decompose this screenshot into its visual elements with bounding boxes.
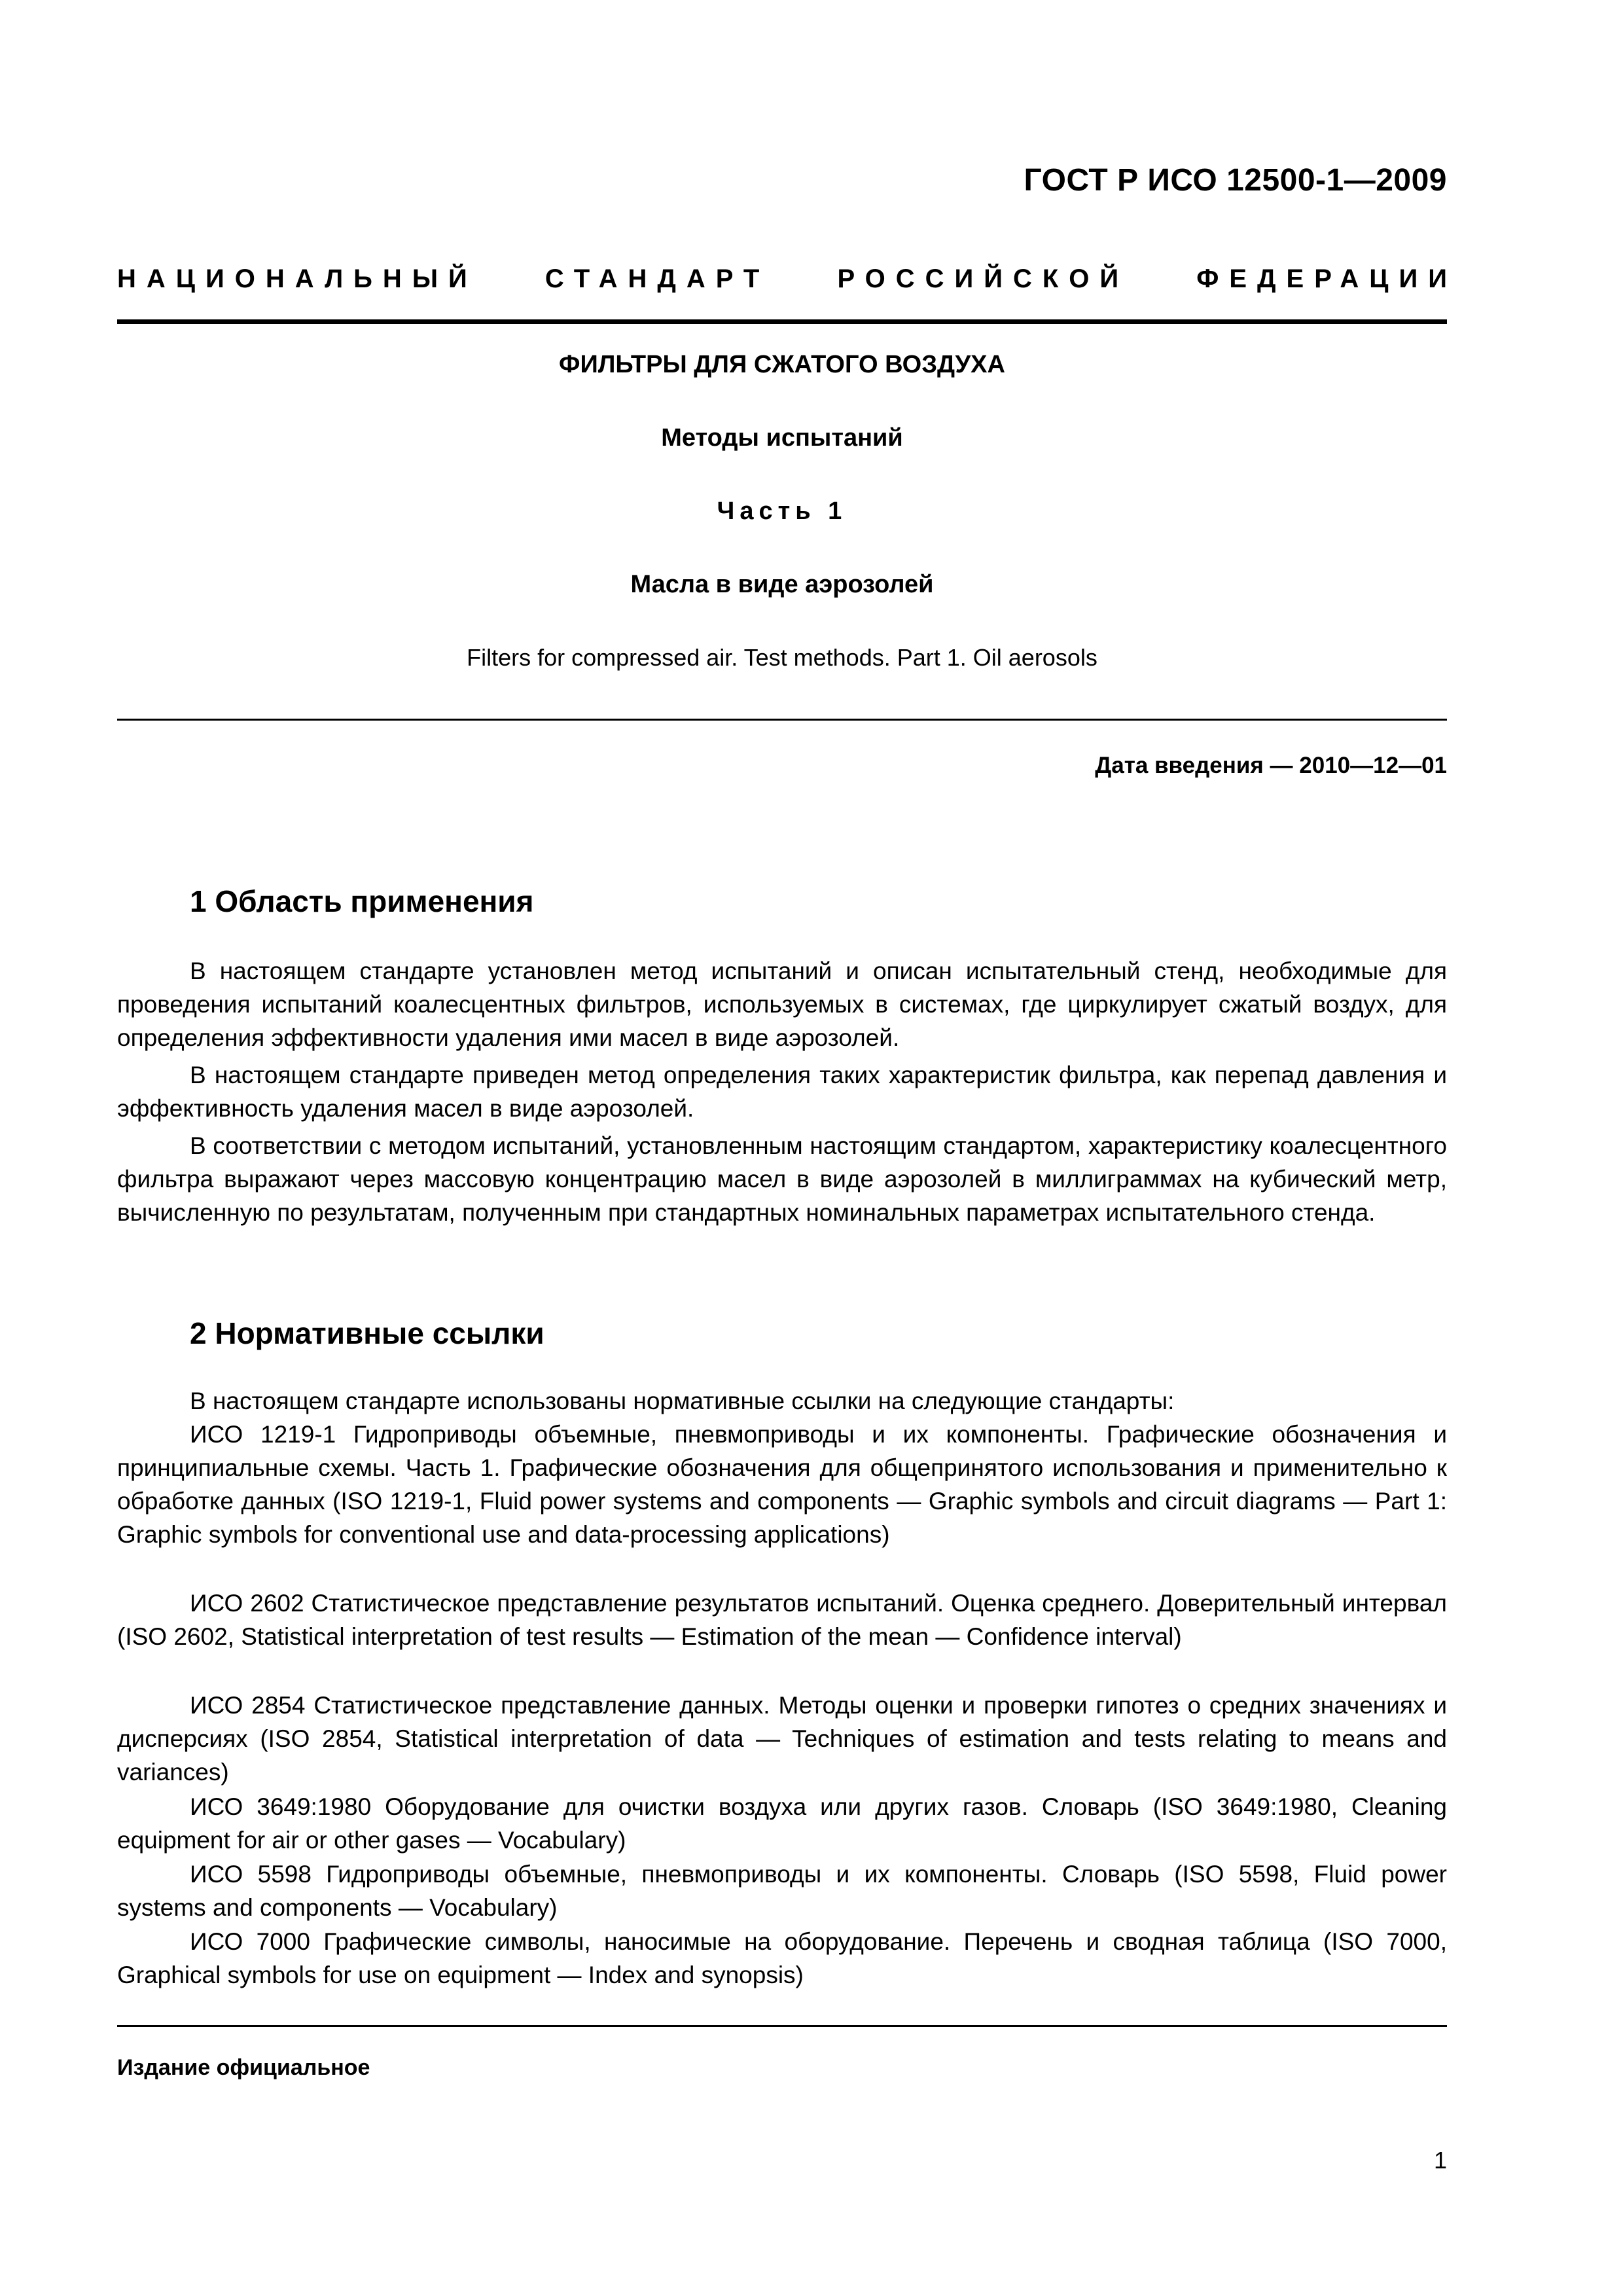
section-heading: 1 Область применения	[190, 884, 534, 918]
paragraph: В настоящем стандарте приведен метод определения таких характеристик фильтра, как перепад давления и эффективность удаления масел в виде аэрозолей.	[117, 1062, 1447, 1122]
reference-item: ИСО 2602 Статистическое представление результатов испытаний. Оценка среднего. Доверительный интервал (ISO 2602, Statistical interpretation of test results — Estimation of the mean — Confidence interval)	[117, 1590, 1447, 1650]
banner-word: СТАНДАРТ	[544, 264, 770, 293]
national-standard-banner	[117, 264, 1457, 294]
section-heading: 2 Нормативные ссылки	[190, 1316, 544, 1350]
document-subtitle: Масла в виде аэрозолей	[630, 571, 934, 598]
reference-item: ИСО 1219-1 Гидроприводы объемные, пневмоприводы и их компоненты. Графические обозначения и принципиальные схемы. Часть 1. Графические обозначения для общепринятого использования и применительно к обработке данных (ISO 1219-1, Fluid power systems and components — Graphic symbols and circuit diagrams — Part 1: Graphic symbols for conventional use and data-processing applications)	[117, 1421, 1447, 1548]
paragraph: В настоящем стандарте использованы нормативные ссылки на следующие стандарты:	[190, 1388, 1175, 1414]
official-edition-label: Издание официальное	[117, 2055, 370, 2080]
document-methods: Методы испытаний	[661, 424, 903, 452]
reference-item: ИСО 5598 Гидроприводы объемные, пневмоприводы и их компоненты. Словарь (ISO 5598, Fluid power systems and components — Vocabulary)	[117, 1861, 1447, 1921]
title-rule	[117, 719, 1447, 721]
reference-item: ИСО 3649:1980 Оборудование для очистки воздуха или других газов. Словарь (ISO 3649:1980, Cleaning equipment for air or other gases — Vocabulary)	[117, 1793, 1447, 1854]
document-page	[117, 0, 1457, 2296]
english-title: Filters for compressed air. Test methods. Part 1. Oil aerosols	[467, 644, 1097, 671]
document-title: ФИЛЬТРЫ ДЛЯ СЖАТОГО ВОЗДУХА	[559, 351, 1005, 378]
reference-item: ИСО 2854 Статистическое представление данных. Методы оценки и проверки гипотез о средних значениях и дисперсиях (ISO 2854, Statistical interpretation of data — Techniques of estimation and tests relating to means and variances)	[117, 1692, 1447, 1785]
banner-word: РОССИЙСКОЙ	[837, 264, 1130, 293]
introduction-date: Дата введения — 2010—12—01	[1095, 753, 1447, 778]
standard-number: ГОСТ Р ИСО 12500-1—2009	[1024, 163, 1447, 198]
page-number: 1	[1433, 2147, 1447, 2174]
footer-rule	[117, 2025, 1447, 2027]
paragraph: В соответствии с методом испытаний, установленным настоящим стандартом, характеристику коалесцентного фильтра выражают через массовую концентрацию масел в виде аэрозолей в миллиграммах на кубический метр, вычисленную по результатам, полученным при стандартных номинальных параметрах испытательного стенда.	[117, 1132, 1447, 1226]
reference-item: ИСО 7000 Графические символы, наносимые на оборудование. Перечень и сводная таблица (ISO 7000, Graphical symbols for use on equipment — Index and synopsis)	[117, 1928, 1447, 1988]
header-rule	[117, 319, 1447, 324]
document-part: Часть 1	[717, 497, 847, 525]
banner-word: ФЕДЕРАЦИИ	[1196, 264, 1457, 293]
paragraph: В настоящем стандарте установлен метод испытаний и описан испытательный стенд, необходимые для проведения испытаний коалесцентных фильтров, используемых в системах, где циркулирует сжатый воздух, для определения эффективности удаления ими масел в виде аэрозолей.	[117, 958, 1447, 1051]
banner-word: НАЦИОНАЛЬНЫЙ	[117, 264, 478, 293]
